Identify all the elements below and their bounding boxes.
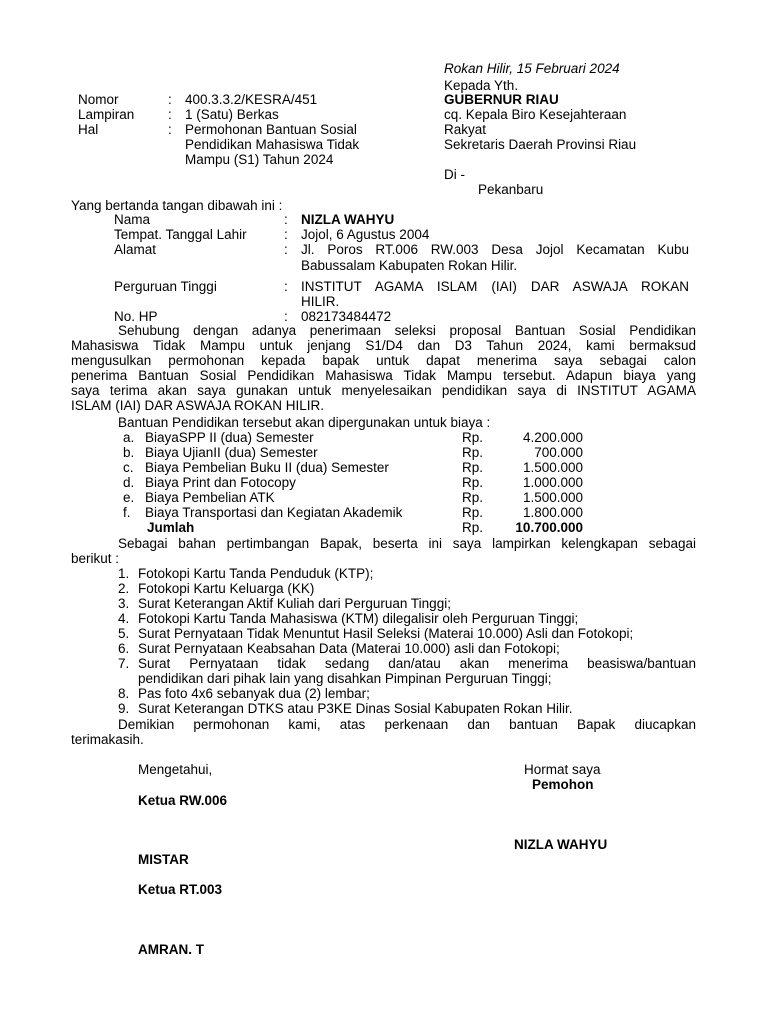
attachment-item: Surat Pernyataan Keabsahan Data (Materai 10.000) asli dan Fotokopi;: [138, 641, 560, 656]
ttl-label: Tempat. Tanggal Lahir: [114, 227, 247, 242]
closing-line-1: Demikian permohonan kami, atas perkenaan dan bantuan Bapak diucapkan: [118, 717, 696, 732]
cost-amount: 1.500.000: [522, 490, 583, 505]
attachment-item: Surat Keterangan DTKS atau P3KE Dinas Sosial Kabupaten Rokan Hilir.: [138, 701, 573, 716]
cost-letter: b.: [123, 445, 135, 460]
nama-value: NIZLA WAHYU: [301, 212, 395, 227]
pt-colon: :: [284, 279, 288, 294]
nomor-label: Nomor: [78, 92, 119, 107]
ttl-value: Jojol, 6 Agustus 2004: [301, 227, 430, 242]
attachment-num: 9.: [118, 701, 130, 716]
hp-colon: :: [284, 309, 288, 324]
mengetahui-label: Mengetahui,: [138, 762, 213, 777]
hal-label: Hal: [78, 122, 99, 137]
alamat-colon: :: [284, 242, 288, 257]
attachment-num: 4.: [118, 611, 130, 626]
body-line-4: penerima Bantuan Sosial Pendidikan Mahasiswa Tidak Mampu tersebut. Adapun biaya yang: [71, 368, 696, 383]
attachment-num: 5.: [118, 626, 130, 641]
rt-name: AMRAN. T: [138, 942, 204, 957]
lampiran-colon: :: [168, 107, 172, 122]
recipient-line-1: cq. Kepala Biro Kesejahteraan: [444, 107, 627, 122]
attach-intro-line-1: Sebagai bahan pertimbangan Bapak, beserta ini saya lampirkan kelengkapan sebagai: [118, 536, 696, 551]
cost-item: Biaya UjianII (dua) Semester: [145, 445, 318, 460]
place-date: Rokan Hilir, 15 Februari 2024: [444, 61, 620, 76]
alamat-value-line-1: Jl. Poros RT.006 RW.003 Desa Jojol Kecamatan Kubu: [301, 242, 689, 257]
attachment-num: 2.: [118, 581, 130, 596]
attachment-num: 7.: [118, 656, 130, 671]
closing-line-2: terimakasih.: [71, 732, 144, 747]
cost-letter: c.: [123, 460, 134, 475]
total-label: Jumlah: [147, 520, 195, 535]
recipient-salutation: Kepada Yth.: [444, 78, 519, 93]
intro-text: Yang bertanda tangan dibawah ini :: [71, 198, 283, 213]
hp-value: 082173484472: [301, 309, 392, 324]
body-line-6: ISLAM (IAI) DAR ASWAJA ROKAN HILIR.: [71, 398, 325, 413]
rw-title: Ketua RW.006: [138, 793, 228, 808]
cost-rp: Rp.: [462, 430, 484, 445]
cost-item: Biaya Pembelian ATK: [145, 490, 275, 505]
alamat-label: Alamat: [114, 242, 157, 257]
cost-item: Biaya Transportasi dan Kegiatan Akademik: [145, 505, 403, 520]
cost-rp: Rp.: [462, 460, 484, 475]
attach-intro-line-2: berikut :: [71, 551, 120, 566]
attachment-item: Surat Keterangan Aktif Kuliah dari Perguruan Tinggi;: [138, 596, 451, 611]
total-rp: Rp.: [462, 520, 484, 535]
hal-value-line-2: Pendidikan Mahasiswa Tidak: [185, 137, 360, 152]
attachment-item: Fotokopi Kartu Tanda Penduduk (KTP);: [138, 566, 374, 581]
cost-letter: f.: [123, 505, 131, 520]
body-line-1: Sehubung dengan adanya penerimaan seleksi proposal Bantuan Sosial Pendidikan: [118, 323, 696, 338]
attachment-item-continued: pendidikan dari pihak lain yang disahkan Pimpinan Perguruan Tinggi;: [138, 671, 552, 686]
recipient-di: Di -: [444, 167, 465, 182]
cost-item: BiayaSPP II (dua) Semester: [145, 430, 314, 445]
pt-value-line-2: HILIR.: [301, 294, 340, 309]
applicant-signature-name: NIZLA WAHYU: [514, 837, 608, 852]
hal-colon: :: [168, 122, 172, 137]
attachment-num: 6.: [118, 641, 130, 656]
costs-intro: Bantuan Pendidikan tersebut akan dipergunakan untuk biaya :: [118, 415, 491, 430]
total-amount: 10.700.000: [515, 520, 583, 535]
recipient-name: GUBERNUR RIAU: [444, 92, 559, 107]
lampiran-value: 1 (Satu) Berkas: [185, 107, 279, 122]
recipient-line-3: Sekretaris Daerah Provinsi Riau: [444, 137, 637, 152]
rt-title: Ketua RT.003: [138, 882, 223, 897]
attachment-num: 8.: [118, 686, 130, 701]
body-line-3: mengusulkan permohonan kepada bapak untuk dapat menerima saya sebagai calon: [71, 353, 696, 368]
cost-item: Biaya Print dan Fotocopy: [145, 475, 296, 490]
lampiran-label: Lampiran: [78, 107, 135, 122]
body-line-5: saya terima akan saya gunakan untuk menyelesaikan pendidikan saya di INSTITUT AGAMA: [71, 383, 696, 398]
alamat-value-line-2: Babussalam Kabupaten Rokan Hilir.: [301, 258, 518, 273]
pt-value-line-1: INSTITUT AGAMA ISLAM (IAI) DAR ASWAJA ROKAN: [301, 279, 689, 294]
attachment-num: 3.: [118, 596, 130, 611]
attachment-item: Fotokopi Kartu Keluarga (KK): [138, 581, 315, 596]
cost-amount: 1.000.000: [522, 475, 583, 490]
cost-amount: 1.500.000: [522, 460, 583, 475]
body-line-2: Mahasiswa Tidak Mampu untuk jenjang S1/D4 dan D3 Tahun 2024, kami bermaksud: [71, 338, 696, 353]
recipient-line-2: Rakyat: [444, 122, 487, 137]
rw-name: MISTAR: [138, 852, 189, 867]
nama-colon: :: [284, 212, 288, 227]
cost-amount: 1.800.000: [522, 505, 583, 520]
hormat-saya: Hormat saya: [524, 762, 601, 777]
cost-rp: Rp.: [462, 445, 484, 460]
cost-rp: Rp.: [462, 505, 484, 520]
hp-label: No. HP: [114, 309, 158, 324]
attachment-item: Surat Pernyataan Tidak Menuntut Hasil Seleksi (Materai 10.000) Asli dan Fotokopi;: [138, 626, 634, 641]
nama-label: Nama: [114, 212, 151, 227]
hal-value-line-1: Permohonan Bantuan Sosial: [185, 122, 357, 137]
ttl-colon: :: [284, 227, 288, 242]
cost-rp: Rp.: [462, 475, 484, 490]
attachment-item: Surat Pernyataan tidak sedang dan/atau akan menerima beasiswa/bantuan: [138, 656, 696, 671]
attachment-num: 1.: [118, 566, 130, 581]
cost-amount: 700.000: [534, 445, 583, 460]
nomor-colon: :: [168, 92, 172, 107]
attachment-item: Fotokopi Kartu Tanda Mahasiswa (KTM) dilegalisir oleh Perguruan Tinggi;: [138, 611, 579, 626]
attachment-item: Pas foto 4x6 sebanyak dua (2) lembar;: [138, 686, 370, 701]
cost-rp: Rp.: [462, 490, 484, 505]
cost-amount: 4.200.000: [522, 430, 583, 445]
recipient-city: Pekanbaru: [478, 182, 544, 197]
cost-letter: e.: [123, 490, 135, 505]
cost-letter: d.: [123, 475, 135, 490]
hal-value-line-3: Mampu (S1) Tahun 2024: [185, 152, 334, 167]
cost-item: Biaya Pembelian Buku II (dua) Semester: [145, 460, 389, 475]
cost-letter: a.: [123, 430, 135, 445]
nomor-value: 400.3.3.2/KESRA/451: [185, 92, 318, 107]
pemohon-label: Pemohon: [532, 777, 594, 792]
pt-label: Perguruan Tinggi: [114, 279, 217, 294]
